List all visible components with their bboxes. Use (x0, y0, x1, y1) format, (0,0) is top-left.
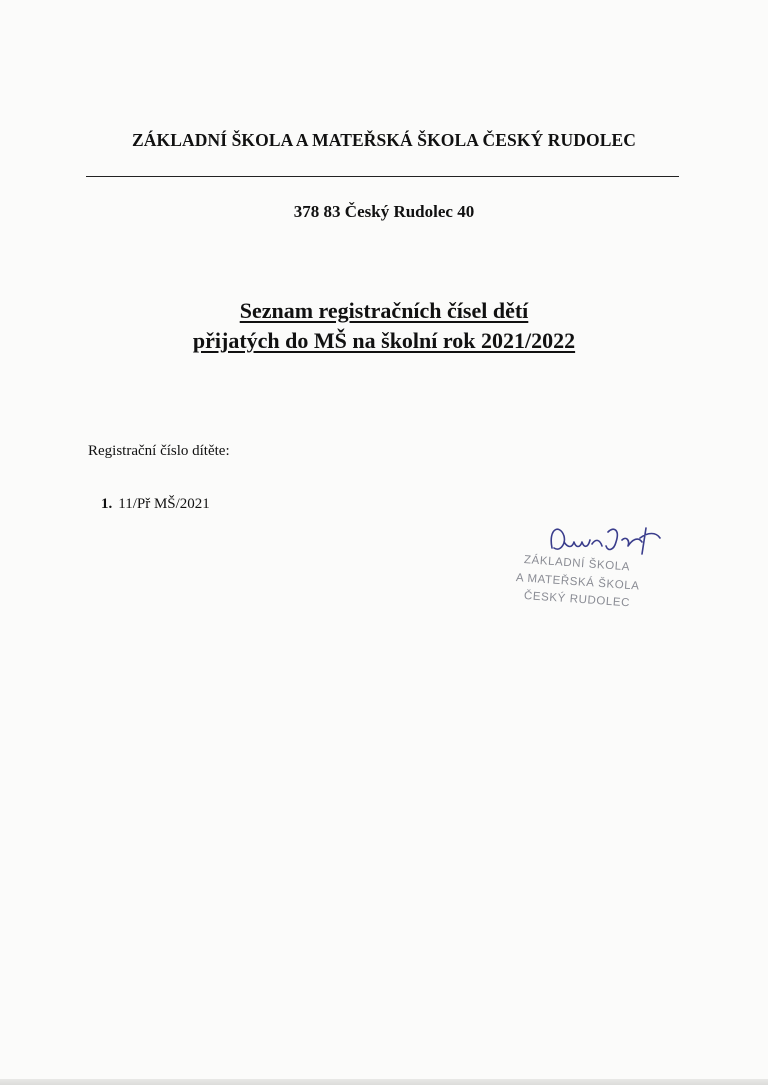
stamp-line-2: A MATEŘSKÁ ŠKOLA (515, 572, 640, 593)
stamp-line-3: ČESKÝ RUDOLEC (523, 590, 631, 610)
document-title (0, 296, 768, 356)
header-divider (86, 176, 679, 177)
scan-bottom-edge (0, 1079, 768, 1085)
school-address: 378 83 Český Rudolec 40 (293, 202, 475, 221)
registration-label: Registrační číslo dítěte: (88, 443, 230, 459)
document-title-line-2: přijatých do MŠ na školní rok 2021/2022 (192, 328, 576, 353)
school-stamp (510, 518, 670, 623)
school-name-heading: ZÁKLADNÍ ŠKOLA A MATEŘSKÁ ŠKOLA ČESKÝ RUDOLEC (131, 130, 636, 150)
registration-list (101, 496, 210, 513)
stamp-line-1: ZÁKLADNÍ ŠKOLA (523, 554, 631, 574)
registration-item-code: 11/Př MŠ/2021 (118, 496, 210, 512)
document-title-line-1: Seznam registračních čísel dětí (239, 298, 529, 323)
registration-item-number: 1. (101, 496, 113, 512)
list-item (101, 496, 210, 513)
